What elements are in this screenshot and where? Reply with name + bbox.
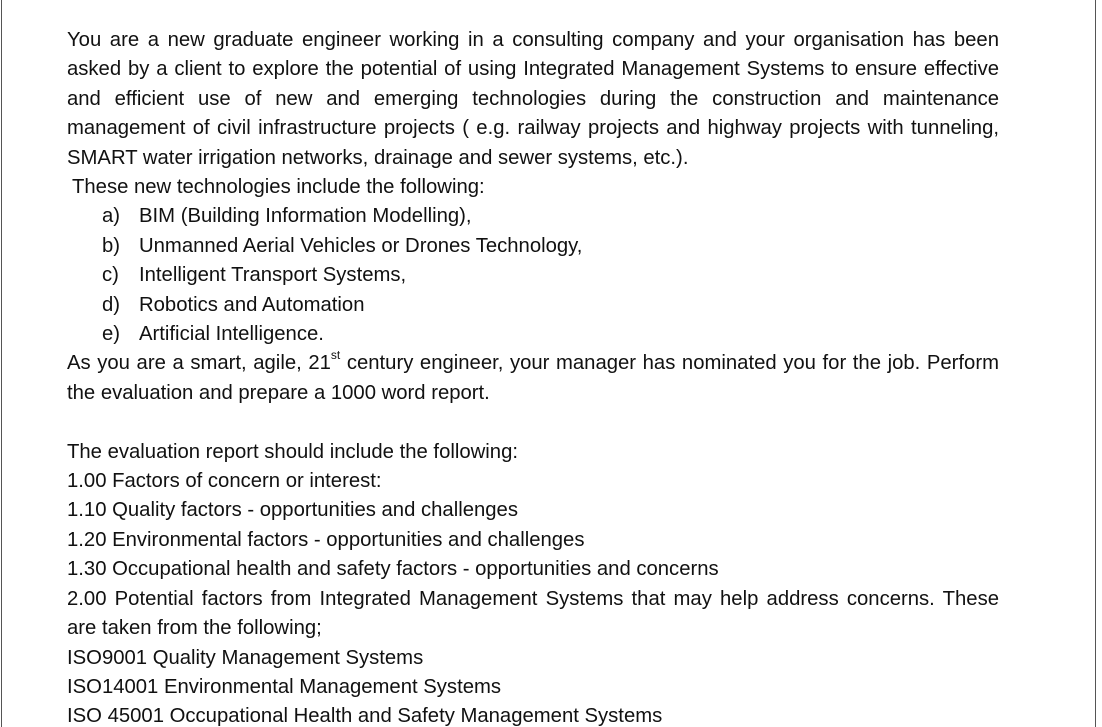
list-item-text: BIM (Building Information Modelling),: [139, 205, 472, 228]
report-item-2-00: 2.00 Potential factors from Integrated Management Systems that may help address concerns. These are taken from the following;: [67, 587, 999, 640]
list-item: [67, 232, 999, 261]
report-item-1-00: 1.00 Factors of concern or interest:: [67, 470, 382, 493]
list-marker: b): [102, 234, 121, 257]
list-item-text: Artificial Intelligence.: [139, 323, 324, 346]
list-marker: a): [102, 205, 121, 228]
list-item: [67, 202, 999, 231]
list-item-text: Robotics and Automation: [139, 293, 365, 316]
list-item: [67, 261, 999, 290]
report-lead: The evaluation report should include the following:: [67, 440, 518, 463]
report-item-1-20: 1.20 Environmental factors - opportunities and challenges: [67, 528, 585, 551]
task-paragraph: [67, 349, 999, 408]
list-marker: c): [102, 264, 119, 287]
document-body: [67, 26, 999, 727]
task-text-before: As you are a smart, agile, 21: [67, 352, 331, 375]
list-item-text: Unmanned Aerial Vehicles or Drones Technology,: [139, 234, 583, 257]
intro-paragraph: You are a new graduate engineer working in a consulting company and your organisation has been asked by a client to explore the potential of using Integrated Management Systems to ensure effective and efficient use of new and emerging technologies during the construction and maintenance management of civil infrastructure projects ( e.g. railway projects and highway projects with tunneling, SMART water irrigation networks, drainage and sewer systems, etc.).: [67, 29, 999, 169]
blank-line: [67, 408, 999, 437]
report-item-1-10: 1.10 Quality factors - opportunities and challenges: [67, 499, 518, 522]
standard-iso9001: ISO9001 Quality Management Systems: [67, 646, 424, 669]
standard-iso14001: ISO14001 Environmental Management Systems: [67, 675, 502, 698]
technologies-list: [67, 202, 999, 349]
report-item-1-30: 1.30 Occupational health and safety factors - opportunities and concerns: [67, 558, 719, 581]
standard-iso45001: ISO 45001 Occupational Health and Safety Management Systems: [67, 705, 663, 727]
list-marker: d): [102, 293, 121, 316]
technologies-lead: These new technologies include the following:: [72, 176, 485, 199]
ordinal-suffix: st: [330, 347, 341, 362]
list-item-text: Intelligent Transport Systems,: [139, 264, 407, 287]
task-text-after: century engineer, your manager has nominated you for the job. Perform the evaluation and prepare a 1000 word report.: [67, 352, 999, 404]
list-marker: e): [102, 323, 121, 346]
list-item: [67, 320, 999, 349]
list-item: [67, 291, 999, 320]
